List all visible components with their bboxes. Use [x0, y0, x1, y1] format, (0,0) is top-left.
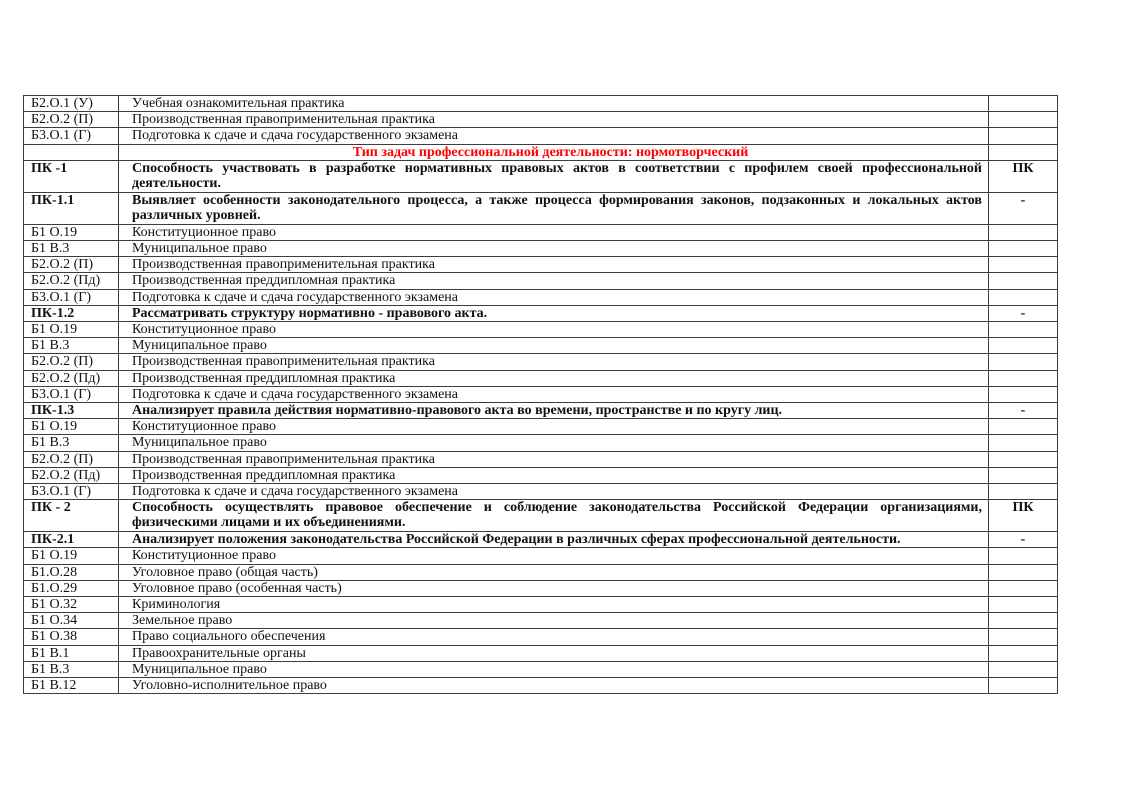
row-code: ПК - 2	[24, 500, 119, 532]
row-description: Производственная правоприменительная практика	[119, 257, 989, 273]
row-code: Б3.О.1 (Г)	[24, 484, 119, 500]
row-right-value	[989, 484, 1058, 500]
row-right-value	[989, 629, 1058, 645]
table-row	[24, 451, 1058, 467]
row-right-value	[989, 613, 1058, 629]
row-code: Б1 В.1	[24, 645, 119, 661]
row-description: Муниципальное право	[119, 241, 989, 257]
table-row	[24, 613, 1058, 629]
table-row	[24, 128, 1058, 144]
curriculum-table	[23, 95, 1058, 694]
row-description: Правоохранительные органы	[119, 645, 989, 661]
row-code: Б3.О.1 (Г)	[24, 128, 119, 144]
row-right-value	[989, 467, 1058, 483]
row-code: Б2.О.2 (П)	[24, 354, 119, 370]
row-description: Конституционное право	[119, 548, 989, 564]
table-row	[24, 224, 1058, 240]
row-description: Способность осуществлять правовое обеспечение и соблюдение законодательства Российской Федерации организациями, физическими лицами и их объединениями.	[119, 500, 989, 532]
row-description: Учебная ознакомительная практика	[119, 96, 989, 112]
row-code: Б1 О.19	[24, 322, 119, 338]
row-description: Производственная правоприменительная практика	[119, 451, 989, 467]
row-description: Подготовка к сдаче и сдача государственного экзамена	[119, 484, 989, 500]
row-right-value	[989, 128, 1058, 144]
table-row	[24, 386, 1058, 402]
row-code: Б2.О.2 (Пд)	[24, 467, 119, 483]
row-right-value	[989, 678, 1058, 694]
row-right-value	[989, 580, 1058, 596]
row-description: Уголовное право (общая часть)	[119, 564, 989, 580]
row-code: Б1 В.3	[24, 661, 119, 677]
row-description: Анализирует правила действия нормативно-правового акта во времени, пространстве и по кругу лиц.	[119, 403, 989, 419]
row-description: Уголовно-исполнительное право	[119, 678, 989, 694]
table-row	[24, 257, 1058, 273]
table-row	[24, 338, 1058, 354]
row-description: Право социального обеспечения	[119, 629, 989, 645]
table-row	[24, 661, 1058, 677]
row-code: Б1 О.38	[24, 629, 119, 645]
row-right-value: ПК	[989, 500, 1058, 532]
table-row	[24, 160, 1058, 192]
table-row	[24, 645, 1058, 661]
table-row	[24, 241, 1058, 257]
row-code	[24, 144, 119, 160]
row-right-value	[989, 144, 1058, 160]
row-right-value	[989, 370, 1058, 386]
row-code: ПК-1.2	[24, 305, 119, 321]
row-right-value	[989, 645, 1058, 661]
row-right-value	[989, 224, 1058, 240]
row-description: Конституционное право	[119, 322, 989, 338]
row-description: Производственная правоприменительная практика	[119, 112, 989, 128]
row-code: Б1 О.19	[24, 224, 119, 240]
row-code: Б1.О.29	[24, 580, 119, 596]
row-right-value: -	[989, 305, 1058, 321]
row-right-value	[989, 597, 1058, 613]
row-code: Б3.О.1 (Г)	[24, 386, 119, 402]
row-right-value	[989, 451, 1058, 467]
row-right-value: ПК	[989, 160, 1058, 192]
row-code: ПК-1.1	[24, 192, 119, 224]
row-description: Земельное право	[119, 613, 989, 629]
row-right-value	[989, 354, 1058, 370]
section-header: Тип задач профессиональной деятельности: нормотворческий	[119, 144, 989, 160]
row-code: Б2.О.2 (П)	[24, 451, 119, 467]
row-right-value: -	[989, 403, 1058, 419]
row-code: Б1 В.3	[24, 338, 119, 354]
table-row	[24, 305, 1058, 321]
table-row	[24, 403, 1058, 419]
row-description: Криминология	[119, 597, 989, 613]
row-code: Б1 О.34	[24, 613, 119, 629]
row-description: Конституционное право	[119, 224, 989, 240]
row-right-value	[989, 386, 1058, 402]
table-row	[24, 435, 1058, 451]
row-description: Муниципальное право	[119, 338, 989, 354]
row-description: Производственная преддипломная практика	[119, 370, 989, 386]
row-right-value: -	[989, 532, 1058, 548]
row-code: Б2.О.2 (Пд)	[24, 370, 119, 386]
table-row	[24, 289, 1058, 305]
row-description: Производственная преддипломная практика	[119, 273, 989, 289]
row-code: Б1.О.28	[24, 564, 119, 580]
table-row	[24, 96, 1058, 112]
curriculum-table-body	[24, 96, 1058, 694]
row-right-value	[989, 548, 1058, 564]
table-row	[24, 273, 1058, 289]
table-row	[24, 112, 1058, 128]
row-description: Подготовка к сдаче и сдача государственного экзамена	[119, 128, 989, 144]
table-row	[24, 629, 1058, 645]
row-description: Производственная преддипломная практика	[119, 467, 989, 483]
row-code: Б3.О.1 (Г)	[24, 289, 119, 305]
table-row	[24, 580, 1058, 596]
table-row	[24, 678, 1058, 694]
row-code: Б1 О.32	[24, 597, 119, 613]
row-code: Б1 В.12	[24, 678, 119, 694]
row-code: Б1 В.3	[24, 241, 119, 257]
table-row	[24, 192, 1058, 224]
table-row	[24, 564, 1058, 580]
row-code: Б2.О.2 (П)	[24, 112, 119, 128]
table-row	[24, 354, 1058, 370]
table-row	[24, 144, 1058, 160]
table-row	[24, 484, 1058, 500]
row-description: Способность участвовать в разработке нормативных правовых актов в соответствии с профилем своей профессиональной деятельности.	[119, 160, 989, 192]
row-code: Б2.О.2 (Пд)	[24, 273, 119, 289]
row-right-value	[989, 435, 1058, 451]
row-right-value	[989, 419, 1058, 435]
row-description: Рассматривать структуру нормативно - правового акта.	[119, 305, 989, 321]
row-description: Муниципальное право	[119, 435, 989, 451]
table-row	[24, 532, 1058, 548]
row-right-value	[989, 322, 1058, 338]
row-description: Уголовное право (особенная часть)	[119, 580, 989, 596]
row-code: Б1 О.19	[24, 419, 119, 435]
row-description: Анализирует положения законодательства Российской Федерации в различных сферах профессиональной деятельности.	[119, 532, 989, 548]
row-code: Б2.О.2 (П)	[24, 257, 119, 273]
table-row	[24, 548, 1058, 564]
row-right-value	[989, 241, 1058, 257]
row-description: Подготовка к сдаче и сдача государственного экзамена	[119, 386, 989, 402]
row-code: ПК-1.3	[24, 403, 119, 419]
row-description: Подготовка к сдаче и сдача государственного экзамена	[119, 289, 989, 305]
row-description: Конституционное право	[119, 419, 989, 435]
row-code: ПК-2.1	[24, 532, 119, 548]
table-row	[24, 419, 1058, 435]
table-row	[24, 500, 1058, 532]
row-right-value	[989, 112, 1058, 128]
row-right-value	[989, 338, 1058, 354]
row-right-value	[989, 96, 1058, 112]
row-description: Выявляет особенности законодательного процесса, а также процесса формирования законов, подзаконных и локальных актов различных уровней.	[119, 192, 989, 224]
table-row	[24, 467, 1058, 483]
row-description: Муниципальное право	[119, 661, 989, 677]
row-right-value	[989, 564, 1058, 580]
row-description: Производственная правоприменительная практика	[119, 354, 989, 370]
row-right-value	[989, 273, 1058, 289]
row-right-value	[989, 661, 1058, 677]
table-row	[24, 370, 1058, 386]
table-row	[24, 597, 1058, 613]
row-right-value	[989, 257, 1058, 273]
row-code: ПК -1	[24, 160, 119, 192]
table-row	[24, 322, 1058, 338]
row-right-value	[989, 289, 1058, 305]
row-code: Б1 О.19	[24, 548, 119, 564]
row-right-value: -	[989, 192, 1058, 224]
row-code: Б1 В.3	[24, 435, 119, 451]
row-code: Б2.О.1 (У)	[24, 96, 119, 112]
